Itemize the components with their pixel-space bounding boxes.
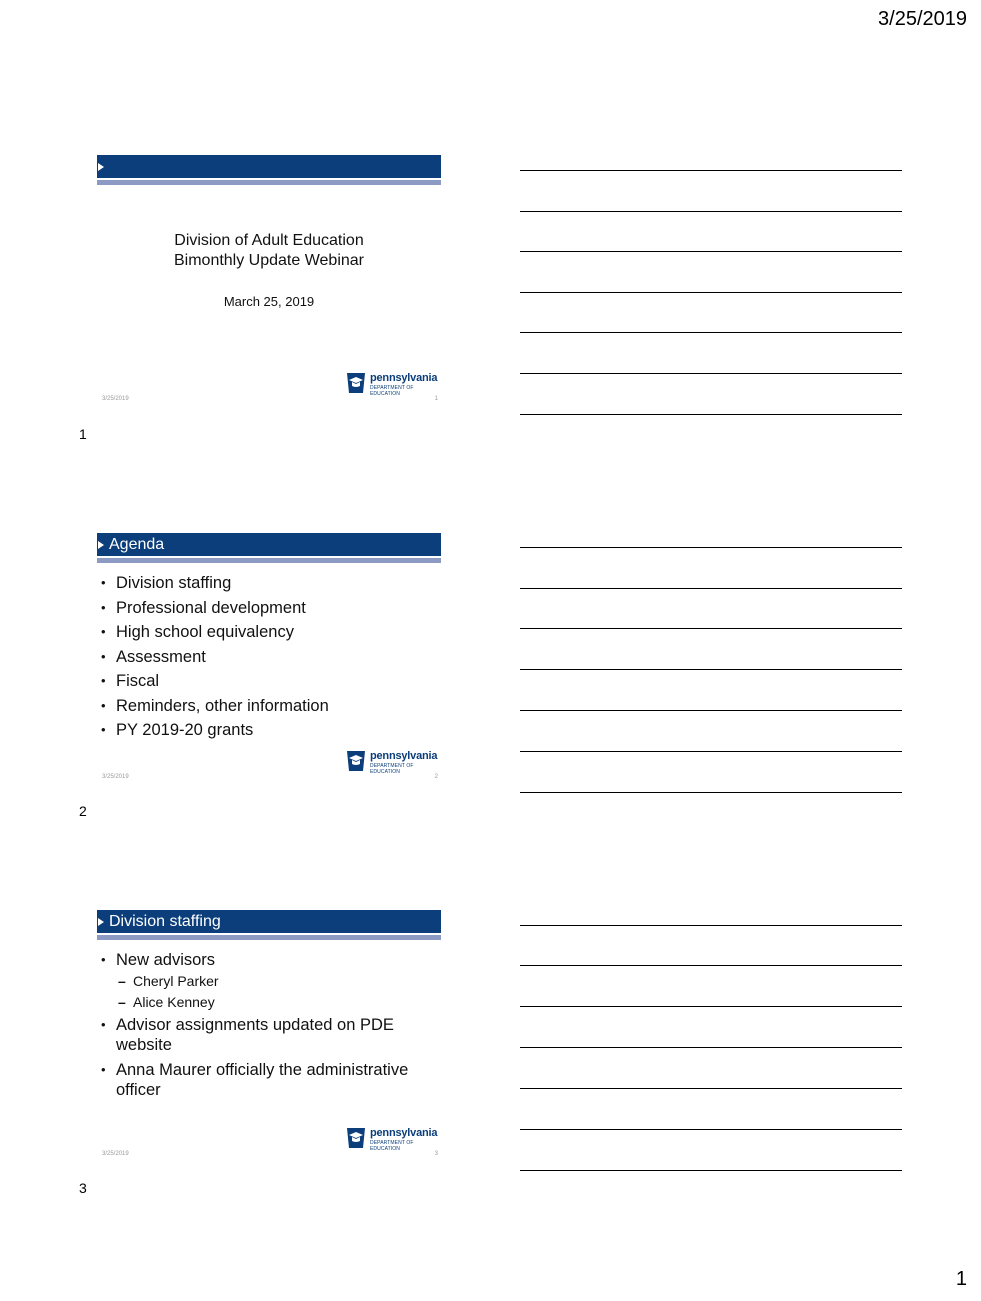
bullet-item: • Advisor assignments updated on PDE website [97,1015,437,1056]
logo-wordmark: pennsylvania [370,1127,438,1139]
bullet-item: • Anna Maurer officially the administrative officer [97,1060,437,1101]
bullet-item: • Division staffing [97,573,437,594]
logo-department: DEPARTMENT OF EDUCATION [370,763,414,775]
note-line [520,1129,902,1130]
keystone-icon [344,1126,368,1150]
slide-1 [97,155,441,417]
note-line [520,628,902,629]
slide-title: Division staffing [109,913,221,930]
bullet-item: • Reminders, other information [97,696,437,717]
note-line [520,170,902,171]
bullet-item: • Assessment [97,647,437,668]
note-line [520,292,902,293]
note-line [520,792,902,793]
note-line [520,1047,902,1048]
keystone-icon [344,749,368,773]
note-line [520,751,902,752]
slide-footer-date: 3/25/2019 [102,1151,129,1157]
slide-footer-date: 3/25/2019 [102,396,129,402]
bullet-item: • Fiscal [97,671,437,692]
cover-title [97,231,441,271]
note-line [520,925,902,926]
cover-title-line-1: Division of Adult Education [174,232,364,249]
logo-department: DEPARTMENT OF EDUCATION [370,1140,414,1152]
slide-3 [97,910,441,1172]
note-line [520,332,902,333]
note-line [520,211,902,212]
bullet-list [97,950,437,1105]
note-line [520,1006,902,1007]
slide-2 [97,533,441,795]
note-line [520,588,902,589]
slide-footer-number: 1 [434,396,438,402]
note-line [520,251,902,252]
page-number: 1 [955,1268,967,1290]
note-line [520,710,902,711]
arrow-icon [98,163,104,171]
page-date: 3/25/2019 [878,8,967,30]
slide-footer-number: 3 [434,1151,438,1157]
sub-bullet-item: – Cheryl Parker [97,973,437,990]
bullet-item: • Professional development [97,598,437,619]
slide-footer-number: 2 [434,774,438,780]
slide-title-bar [97,533,441,556]
keystone-icon [344,371,368,395]
logo-department: DEPARTMENT OF EDUCATION [370,385,414,397]
slide-title: Agenda [109,536,165,553]
arrow-icon [98,541,104,549]
slide-label-1: 1 [79,426,87,442]
sub-bullet-item: – Alice Kenney [97,994,437,1011]
slide-footer-date: 3/25/2019 [102,774,129,780]
logo-wordmark: pennsylvania [370,750,438,762]
note-line [520,669,902,670]
note-line [520,1088,902,1089]
slide-title-bar [97,155,441,178]
bullet-item: • New advisors [97,950,437,971]
logo-wordmark: pennsylvania [370,372,438,384]
note-line [520,373,902,374]
slide-title-underline [97,558,441,563]
arrow-icon [98,918,104,926]
note-line [520,1170,902,1171]
cover-title-line-2: Bimonthly Update Webinar [173,252,365,269]
cover-date: March 25, 2019 [223,294,315,309]
slide-label-3: 3 [79,1180,87,1196]
slide-title-bar [97,910,441,933]
bullet-list [97,573,437,745]
note-line [520,547,902,548]
pde-logo [344,1126,441,1150]
note-line [520,414,902,415]
slide-title-underline [97,180,441,185]
bullet-item: • High school equivalency [97,622,437,643]
pde-logo [344,371,441,395]
bullet-item: • PY 2019-20 grants [97,720,437,741]
note-line [520,965,902,966]
slide-title-underline [97,935,441,940]
pde-logo [344,749,441,773]
slide-label-2: 2 [79,803,87,819]
